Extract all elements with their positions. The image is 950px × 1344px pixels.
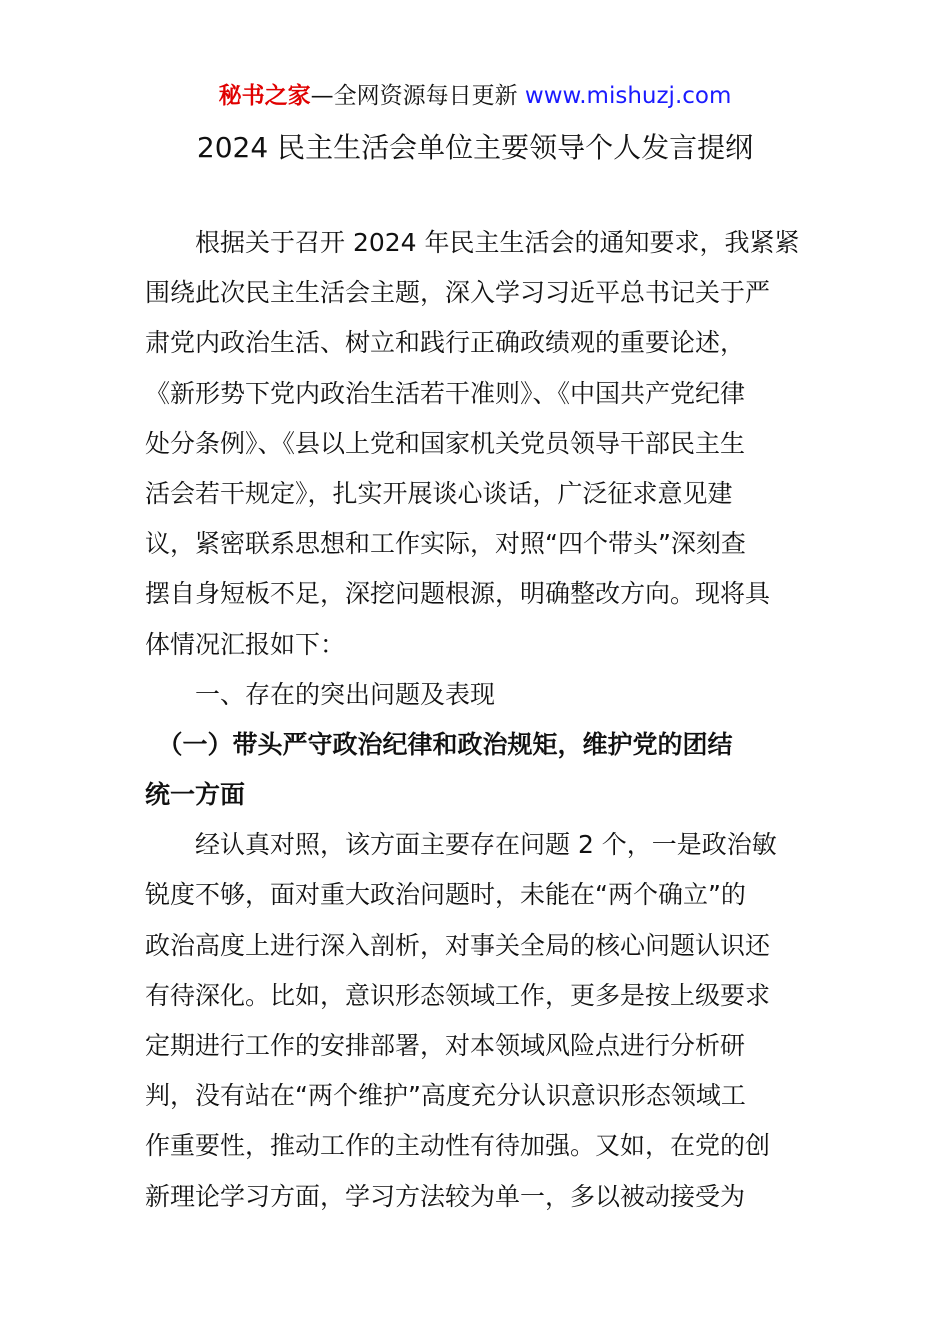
text-line: 围绕此次民主生活会主题，深入学习习近平总书记关于严 [145, 278, 771, 308]
watermark-header [0, 80, 950, 112]
header-url: www.mishuzj.com [524, 83, 732, 109]
subsection-heading: （一）带头严守政治纪律和政治规矩，维护党的团结 [145, 729, 733, 759]
text-line: 《新形势下党内政治生活若干准则》、《中国共产党纪律 [145, 378, 746, 408]
header-tagline: —全网资源每日更新 [310, 83, 525, 109]
text-line: 体情况汇报如下： [145, 629, 346, 659]
text-line: 定期进行工作的安排部署，对本领域风险点进行分析研 [145, 1031, 746, 1060]
document-title: 2024 民主生活会单位主要领导个人发言提纲 [196, 131, 754, 164]
document-body [145, 218, 810, 1222]
text-line: 经认真对照，该方面主要存在问题 2 个，一是政治敏 [145, 830, 777, 860]
text-line: 处分条例》、《县以上党和国家机关党员领导干部民主生 [145, 428, 746, 458]
subsection-heading-cont: 统一方面 [145, 780, 246, 810]
text-line: 议，紧密联系思想和工作实际，对照“四个带头”深刻查 [145, 529, 746, 559]
section-heading: 一、存在的突出问题及表现 [145, 679, 496, 709]
text-line: 政治高度上进行深入剖析，对事关全局的核心问题认识还 [145, 930, 771, 960]
text-line: 肃党内政治生活、树立和践行正确政绩观的重要论述， [145, 328, 746, 358]
text-line: 有待深化。比如，意识形态领域工作，更多是按上级要求 [145, 980, 771, 1010]
text-line: 判，没有站在“两个维护”高度充分认识意识形态领域工 [145, 1081, 746, 1111]
text-line: 活会若干规定》，扎实开展谈心谈话，广泛征求意见建 [145, 478, 733, 508]
text-line: 摆自身短板不足，深挖问题根源，明确整改方向。现将具 [145, 579, 771, 609]
text-line: 锐度不够，面对重大政治问题时，未能在“两个确立”的 [145, 880, 746, 910]
text-line: 根据关于召开 2024 年民主生活会的通知要求，我紧紧 [145, 228, 800, 257]
brand-name: 秘书之家 [218, 83, 311, 109]
text-line: 新理论学习方面，学习方法较为单一，多以被动接受为 [145, 1181, 746, 1211]
text-line: 作重要性，推动工作的主动性有待加强。又如，在党的创 [145, 1131, 771, 1161]
